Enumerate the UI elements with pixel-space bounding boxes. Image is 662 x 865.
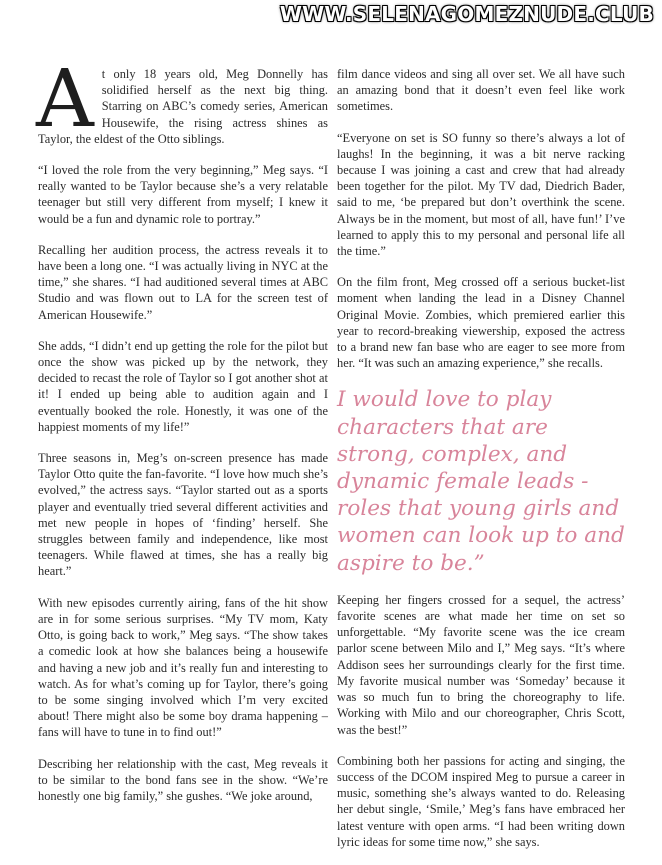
article-paragraph: “Everyone on set is SO funny so there’s always a lot of laughs! In the beginning, it was a bit nerve racking because I was joining a cast and crew that had already been together for the pilot. My TV dad, Diedrich Bader, said to me, ‘be prepared but don’t overthink the scene. Always be in the moment, but most of all, have fun!’ I’ve learned to apply this to my personal and personal life all the time.” <box>337 130 625 259</box>
article-paragraph: Combining both her passions for acting and singing, the success of the DCOM inspired Meg to pursue a career in music, something she’s always wanted to do. Releasing her debut single, ‘Smile,’ Meg’s fans have embraced her latest venture with open arms. “I had been writing down lyric ideas for some time now,” she says. <box>337 753 625 849</box>
article-paragraph: film dance videos and sing all over set. We all have such an amazing bond that it doesn’t even feel like work sometimes. <box>337 67 625 114</box>
pull-quote: I would love to play characters that are strong, complex, and dynamic female leads - roles that young girls and women can look up to and aspire to be.” <box>337 387 625 576</box>
article-paragraph: At only 18 years old, Meg Donnelly has solidified herself as the next big thing. Starring on ABC’s comedy series, American Housewife, the rising actress shines as Taylor, the eldest of the Otto siblings. <box>36 52 328 146</box>
article-paragraph: Recalling her audition process, the actress reveals it to have been a long one. “I was actually living in NYC at the time,” she shares. “I had auditioned several times at ABC Studio and was flown out to LA for the screen test of American Housewife.” <box>38 242 328 322</box>
article-paragraph: She adds, “I didn’t end up getting the role for the pilot but once the show was picked up by the network, they decided to recast the role of Taylor so I got another shot at it! I ended up being able to audition again and I eventually booked the role. Honestly, it was one of the happiest moments of my life!” <box>38 338 328 434</box>
drop-cap: A <box>36 52 94 145</box>
article-paragraph: Describing her relationship with the cast, Meg reveals it to be similar to the bond fans see in the show. “We’re honestly one big family,” she gushes. “We joke around, <box>38 756 328 803</box>
article-right-column <box>337 66 625 865</box>
article-paragraph: Keeping her fingers crossed for a sequel, the actress’ favorite scenes are what made her time on set so unforgettable. “My favorite scene was the ice cream parlor scene between Milo and I,” Meg says. “It’s where Addison sees her surroundings clearly for the first time. My favorite musical number was ‘Someday’ because it was so much fun to bring the choreography to life. Working with Milo and our choreographer, Chris Scott, was the best!” <box>337 592 625 737</box>
watermark: WWW.SELENAGOMEZNUDE.CLUB <box>279 2 654 26</box>
article-left-column <box>36 52 328 819</box>
article-paragraph: With new episodes currently airing, fans of the hit show are in for some serious surprises. “My TV mom, Katy Otto, is going back to work,” Meg says. “The show takes a comedic look at how she balances being a housewife and having a new job and it’s really fun and interesting to watch. As for what’s coming up for Taylor, there’s going to be some singing involved which I’m very excited about! There might also be some boy drama happening – fans will have to tune in to find out!” <box>38 595 328 740</box>
article-paragraph: Three seasons in, Meg’s on-screen presence has made Taylor Otto quite the fan-favorite. “I love how much she’s evolved,” the actress says. “Taylor started out as a sports player and eventually tried several different activities and met new people in hopes of ‘finding’ herself. She struggles between family and independence, like most teenagers. While flawed at times, she has a really big heart.” <box>38 451 328 579</box>
article-paragraph: “I loved the role from the very beginning,” Meg says. “I really wanted to be Taylor because she’s a very relatable teenager but still very different from myself; I knew it would be a fun and dynamic role to portray.” <box>38 163 328 226</box>
article-paragraph: On the film front, Meg crossed off a serious bucket-list moment when landing the lead in a Disney Channel Original Movie. Zombies, which premiered earlier this year to record-breaking viewership, exposed the actress to a brand new fan base who are eager to see more from her. “It was such an amazing experience,” she recalls. <box>337 275 625 371</box>
